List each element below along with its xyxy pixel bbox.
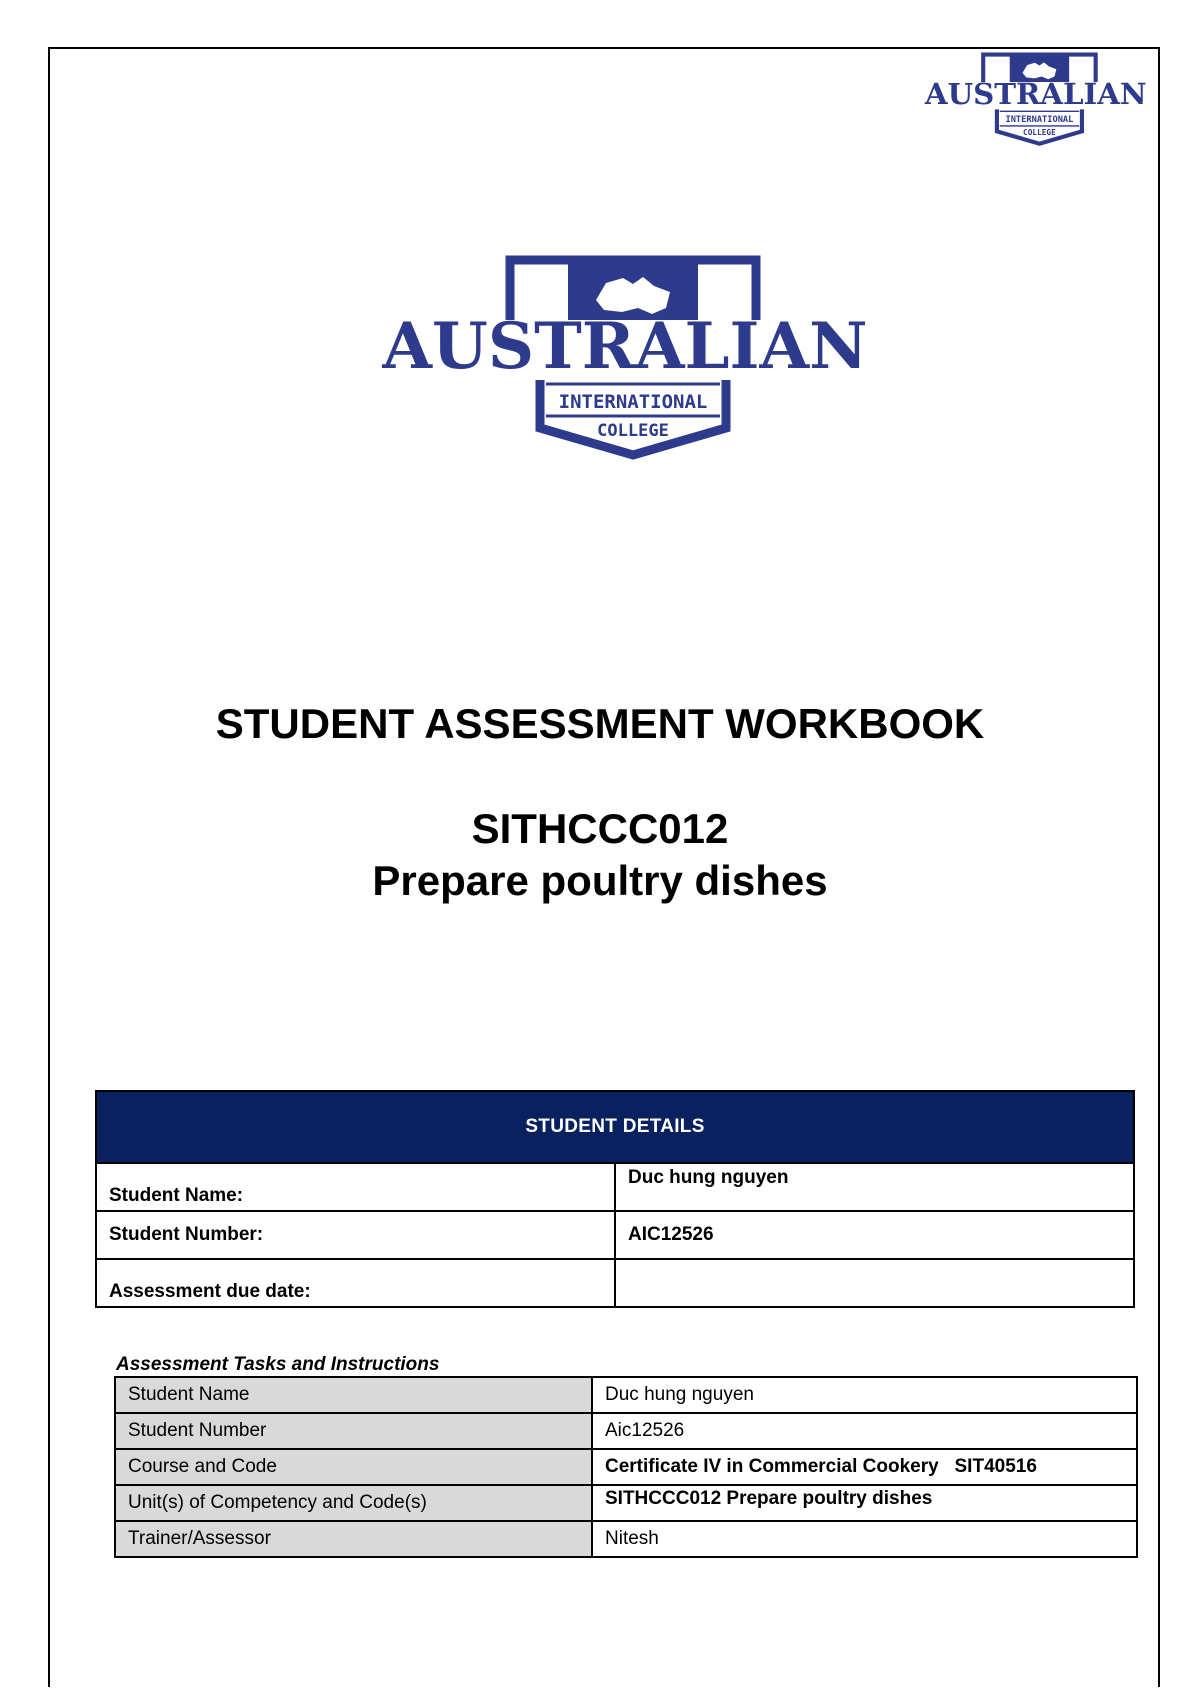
task-label-trainer: Trainer/Assessor xyxy=(115,1521,592,1557)
task-label-student-number: Student Number xyxy=(115,1413,592,1449)
student-number-field[interactable]: AIC12526 xyxy=(615,1211,1134,1259)
table-header-row xyxy=(96,1091,1134,1163)
svg-text:COLLEGE: COLLEGE xyxy=(1023,128,1056,138)
college-logo-large xyxy=(382,250,868,460)
table-row xyxy=(115,1449,1137,1485)
svg-text:INTERNATIONAL: INTERNATIONAL xyxy=(558,391,708,413)
svg-text:INTERNATIONAL: INTERNATIONAL xyxy=(1005,115,1074,126)
college-crest-icon xyxy=(382,250,868,460)
task-label-unit: Unit(s) of Competency and Code(s) xyxy=(115,1485,592,1521)
table-row xyxy=(115,1485,1137,1521)
task-value-student-number[interactable]: Aic12526 xyxy=(592,1413,1137,1449)
table-row xyxy=(115,1377,1137,1413)
task-value-trainer[interactable]: Nitesh xyxy=(592,1521,1137,1557)
assessment-tasks-heading: Assessment Tasks and Instructions xyxy=(116,1354,440,1375)
table-row xyxy=(115,1521,1137,1557)
student-number-label: Student Number: xyxy=(96,1211,615,1259)
svg-text:AUSTRALIAN: AUSTRALIAN xyxy=(382,309,868,384)
table-row xyxy=(96,1259,1134,1307)
unit-code: SITHCCC012 xyxy=(471,805,729,852)
task-value-course[interactable]: Certificate IV in Commercial Cookery SIT40516 xyxy=(592,1449,1137,1485)
task-value-unit[interactable]: SITHCCC012 Prepare poultry dishes xyxy=(592,1485,1137,1521)
table-row xyxy=(96,1163,1134,1211)
college-crest-icon xyxy=(924,50,1147,146)
student-details-header: STUDENT DETAILS xyxy=(96,1091,1134,1163)
task-value-student-name[interactable]: Duc hung nguyen xyxy=(592,1377,1137,1413)
unit-title: Prepare poultry dishes xyxy=(372,857,828,904)
college-logo-small xyxy=(924,50,1147,146)
student-details-table xyxy=(95,1090,1135,1308)
table-row xyxy=(96,1211,1134,1259)
task-label-course: Course and Code xyxy=(115,1449,592,1485)
student-name-label: Student Name: xyxy=(96,1163,615,1211)
due-date-field[interactable] xyxy=(615,1259,1134,1307)
task-label-student-name: Student Name xyxy=(115,1377,592,1413)
assessment-tasks-table xyxy=(114,1376,1138,1558)
due-date-label: Assessment due date: xyxy=(96,1259,615,1307)
workbook-title: STUDENT ASSESSMENT WORKBOOK xyxy=(215,700,985,747)
svg-text:AUSTRALIAN: AUSTRALIAN xyxy=(924,76,1147,111)
table-row xyxy=(115,1413,1137,1449)
svg-text:COLLEGE: COLLEGE xyxy=(597,421,669,441)
student-name-field[interactable]: Duc hung nguyen xyxy=(615,1163,1134,1211)
